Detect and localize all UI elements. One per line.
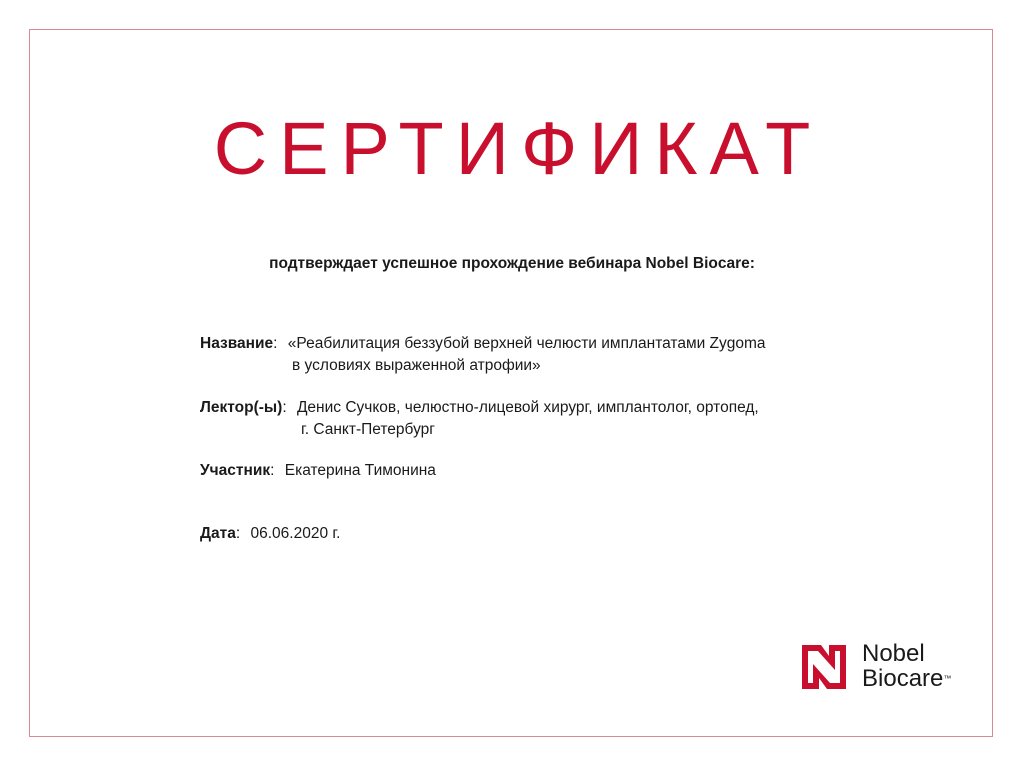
field-participant-value: Екатерина Тимонина — [284, 462, 436, 479]
field-date-value: 06.06.2020 г. — [250, 525, 341, 542]
field-participant: Участник: Екатерина Тимонина — [200, 462, 436, 479]
nobel-biocare-logo — [799, 641, 959, 693]
logo-word-nobel: Nobel — [862, 640, 925, 667]
certificate-title: СЕРТИФИКАТ — [213, 107, 823, 190]
nobel-biocare-n-icon — [799, 642, 849, 692]
logo-word-biocare: Biocare™ — [862, 665, 952, 692]
certificate-subtitle: подтверждает успешное прохождение вебинара Nobel Biocare: — [269, 255, 755, 272]
field-name: Название: «Реабилитация беззубой верхней челюсти имплантатами Zygoma в условиях выраженной атрофии» — [200, 333, 766, 377]
field-name-value-line2: в условиях выраженной атрофии» — [292, 357, 541, 374]
field-participant-label: Участник — [200, 462, 271, 479]
field-date-label: Дата — [200, 525, 236, 542]
field-name-label: Название — [200, 335, 274, 352]
field-date: Дата: 06.06.2020 г. — [200, 525, 341, 542]
field-lector-value-line1: Денис Сучков, челюстно-лицевой хирург, имплантолог, ортопед, — [296, 399, 759, 416]
field-name-value-line1: «Реабилитация беззубой верхней челюсти имплантатами Zygoma — [287, 335, 766, 352]
field-lector-value-line2: г. Санкт-Петербург — [301, 421, 435, 438]
logo-wordmark — [862, 641, 951, 691]
field-lector: Лектор(-ы): Денис Сучков, челюстно-лицевой хирург, имплантолог, ортопед, г. Санкт-Петербург — [200, 397, 759, 441]
field-lector-label: Лектор(-ы) — [200, 399, 283, 416]
